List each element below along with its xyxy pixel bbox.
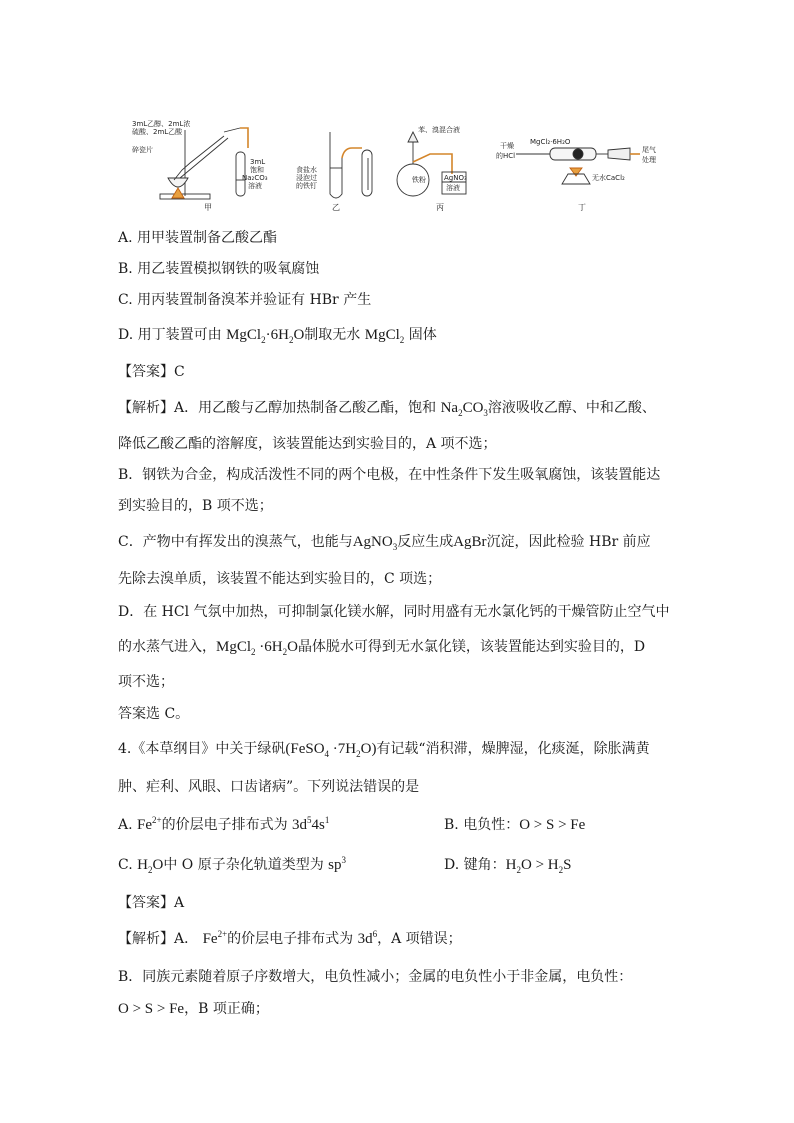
q4-option-c-text: 中 O 原子杂化轨道类型为: [163, 857, 324, 873]
jia-sol-1: 3mL: [250, 158, 266, 166]
formula-mgcl2-hydrate-2: MgCl$_2$ $\cdot 6H_2O$: [216, 639, 298, 657]
formula-electronegativity: O > S > Fe: [519, 817, 586, 833]
bing-ag-1: AgNO₃: [444, 174, 467, 182]
jia-reagents-1: 3mL乙醇、2mL浓: [132, 120, 191, 128]
q4-option-a: [118, 815, 329, 835]
q3-option-d: [118, 325, 437, 345]
apparatus-figure: [130, 118, 670, 216]
caption-bing: 丙: [436, 203, 444, 212]
formula-na2co3: $Na_2CO_3$: [440, 400, 488, 418]
q3-exp-d-text2: 晶体脱水可得到无水氯化镁，该装置能达到实验目的，D: [297, 639, 646, 655]
q3-final: 答案选 C。: [118, 706, 190, 722]
q4-stem-line1: [118, 739, 650, 759]
q4-exp-a: [118, 929, 462, 949]
q4-stem-text1: 4.《本草纲目》中关于绿矾: [118, 741, 286, 757]
yi-label-1: 食盐水: [296, 166, 317, 174]
q4-option-a-letter: A.: [118, 817, 133, 833]
jia-chips: 碎瓷片: [132, 146, 153, 154]
q3-exp-d-line2: [118, 637, 645, 657]
q4-exp-b-line1: B．同族元素随着原子序数增大，电负性减小；金属的电负性小于非金属，电负性：: [118, 969, 633, 985]
formula-sp3: $sp^3$: [328, 855, 346, 873]
q4-option-d: [444, 855, 571, 875]
q4-option-a-text: 的价层电子排布式为: [161, 817, 288, 833]
q3-exp-a-text2: 溶液吸收乙醇、中和乙酸、: [487, 400, 656, 416]
q4-option-d-text: D. 键角：: [444, 857, 506, 873]
formula-agno3: AgNO$_3$: [352, 534, 398, 552]
jia-sol-3: Na₂CO₃: [242, 174, 268, 182]
q4-exp-b-line2: [118, 999, 269, 1019]
ding-tail-2: 处理: [642, 156, 656, 164]
formula-electronegativity-2: O > S > Fe: [118, 1001, 185, 1017]
q3-exp-a-line2: 降低乙酸乙酯的溶解度，该装置能达到实验目的，A 项不选；: [118, 436, 497, 452]
q3-option-a: A. 用甲装置制备乙酸乙酯: [118, 230, 278, 246]
q3-exp-c-text1: C．产物中有挥发出的溴蒸气，也能与: [118, 534, 353, 550]
q3-exp-b-line2: 到实验目的，B 项不选；: [118, 498, 273, 514]
q3-answer: 【答案】C: [118, 364, 185, 380]
caption-jia: 甲: [204, 203, 212, 212]
apparatus-diagram: [130, 118, 670, 216]
ding-salt: MgCl₂·6H₂O: [530, 138, 571, 146]
formula-3d6: $3d^6$: [357, 929, 378, 947]
q3-exp-c-text2: 反应生成: [397, 534, 454, 550]
formula-fe2plus: $Fe^{2+}$: [137, 815, 162, 833]
q3-exp-a-line1: [118, 398, 656, 418]
caption-yi: 乙: [332, 203, 340, 212]
ding-tail-1: 尾气: [642, 146, 656, 154]
q3-option-b: B. 用乙装置模拟钢铁的吸氧腐蚀: [118, 261, 320, 277]
q4-option-c-letter: C.: [118, 857, 133, 873]
q3-option-d-mid: 制取无水: [304, 327, 361, 343]
q3-exp-d-text1: 的水蒸气进入，: [118, 639, 216, 655]
ding-cacl2: 无水CaCl₂: [592, 174, 625, 182]
q3-option-d-post: 固体: [408, 327, 437, 343]
q4-option-c: [118, 855, 346, 875]
q4-exp-a-text3: ，A 项错误；: [377, 931, 462, 947]
q3-option-c: C. 用丙装置制备溴苯并验证有 HBr 产生: [118, 292, 372, 308]
q3-exp-d-line3: 项不选；: [118, 674, 174, 690]
jia-sol-4: 溶液: [248, 182, 262, 190]
q4-stem-line2: 肿、疟利、风眼、口齿诸病”。下列说法错误的是: [118, 779, 420, 795]
formula-h2o: $H_2O$: [137, 857, 164, 875]
q4-option-b-text: B. 电负性：: [444, 817, 520, 833]
jia-reagents-2: 硫酸、2mL乙酸: [132, 128, 183, 136]
q3-exp-c-text3: 沉淀，因此检验 HBr 前应: [486, 534, 651, 550]
bing-ag-2: 溶液: [446, 184, 460, 192]
formula-mgcl2: MgCl$_2$: [364, 327, 405, 345]
formula-bond-angle: $H_2O > H_2S$: [505, 857, 572, 875]
yi-label-3: 的铁钉: [296, 182, 317, 190]
ding-dry-2: 的HCl: [496, 152, 516, 160]
q3-exp-d-line1: D．在 HCl 气氛中加热，可抑制氯化镁水解，同时用盛有无水氯化钙的干燥管防止空气中: [118, 604, 670, 620]
q4-answer: 【答案】A: [118, 895, 185, 911]
q4-exp-a-text2: 的价层电子排布式为: [227, 931, 354, 947]
q4-exp-a-text1: 【解析】A．: [118, 931, 199, 947]
bing-funnel: 苯、溴混合液: [418, 126, 460, 134]
q3-exp-a-text1: 【解析】A．用乙酸与乙醇加热制备乙酸乙酯，饱和: [118, 400, 437, 416]
ding-dry-1: 干燥: [500, 142, 514, 150]
yi-label-2: 浸泡过: [296, 174, 317, 182]
q4-option-b: [444, 815, 585, 835]
q3-exp-b-line1: B．钢铁为合金，构成活泼性不同的两个电极，在中性条件下发生吸氧腐蚀，该装置能达: [118, 467, 661, 483]
q3-exp-c-line2: 先除去溴单质，该装置不能达到实验目的，C 项选；: [118, 571, 442, 587]
caption-ding: 丁: [578, 203, 586, 212]
jia-sol-2: 饱和: [250, 166, 264, 174]
q4-stem-text2: 有记载“消积滞，燥脾湿，化痰涎，除胀满黄: [376, 741, 650, 757]
bing-iron: 铁粉: [412, 176, 426, 184]
formula-fe2plus-2: $Fe^{2+}$: [202, 929, 228, 947]
q4-exp-b-text: ，B 项正确；: [184, 1001, 269, 1017]
formula-3d5-4s1: $3d^54s^1$: [292, 815, 330, 833]
formula-feso4: (FeSO$_4$ $\cdot 7H_2O$): [285, 741, 377, 759]
formula-mgcl2-hydrate: $MgCl_2\cdot 6H_2O$: [226, 327, 305, 345]
q3-option-d-pre: D. 用丁装置可由: [118, 327, 222, 343]
q3-exp-c-line1: [118, 532, 651, 552]
formula-agbr: AgBr: [453, 534, 487, 550]
